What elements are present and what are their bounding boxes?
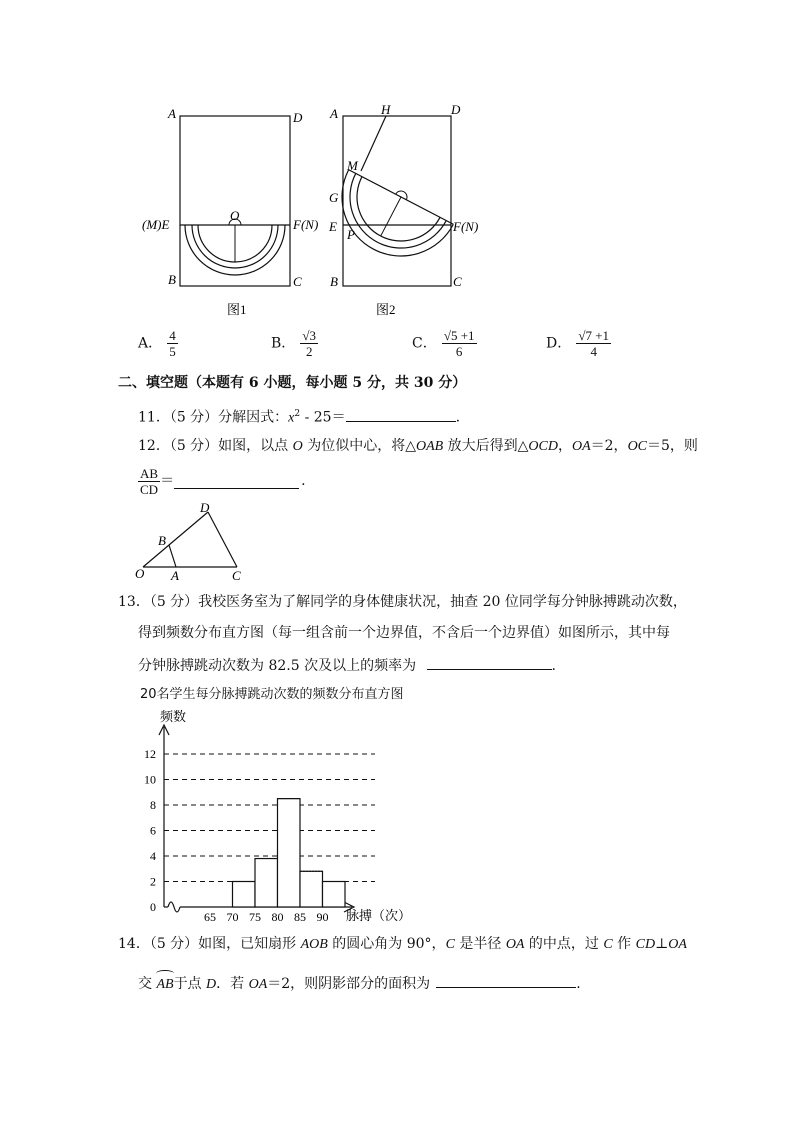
y-tick-label: 4 [150,849,156,863]
fig2-caption: 图2 [376,302,396,317]
option-d[interactable]: D． $\frac{√7 +1}{4}$ [546,328,610,359]
question-11: 11．（5 分）分解因式：$x^2 - 25=$ . [138,405,460,428]
y-tick-label: 12 [144,747,156,761]
y-tick-label: 0 [150,900,156,914]
x-tick-label: 65 [204,910,216,924]
option-a[interactable]: A． $\frac{4}{5}$ [138,328,176,359]
histogram-bar [278,799,301,907]
fig2-label-B: B [330,274,338,289]
y-tick-label: 2 [150,874,156,889]
figure-2 [325,100,490,325]
fig2-label-G: G [329,190,339,205]
y-tick-label: 6 [150,823,156,838]
chart-xlabel: 脉搏（次） [346,908,412,923]
x-tick-label: 85 [294,910,306,924]
fig1-label-E: (M)E [142,217,170,232]
fig1-label-C: C [293,274,302,289]
histogram-bar [233,882,256,908]
q13-line-3: 分钟脉搏跳动次数为 82.5 次及以上的频率为 . [138,655,556,675]
option-a-fraction: $\frac{4}{5}$ [169,328,176,359]
q14-line-2: 交 AB于点 D．若 OA＝2，则阴影部分的面积为 . [138,973,581,994]
q13-line-1: 13．（5 分）我校医务室为了解同学的身体健康状况，抽查 20 位同学每分钟脉搏跳动次数， [118,594,687,610]
q13-answer-blank[interactable] [427,655,552,670]
option-c[interactable]: C． $\frac{√5 +1}{6}$ [412,328,475,359]
fig2-label-D: D [451,102,461,117]
q12-label-O: O [135,566,145,581]
x-tick-label: 70 [226,910,239,924]
fig1-caption: 图1 [227,302,247,317]
q12-answer-line: $\frac{AB}{CD}$ ＝ . [140,465,306,497]
histogram-bar [255,859,278,907]
q12-figure [130,500,260,585]
q13-line-2: 得到频数分布直方图（每一组含前一个边界值，不含后一个边界值）如图所示，其中每 [138,625,670,641]
fig2-label-C: C [453,274,462,289]
fig2-label-M: M [347,158,358,173]
fig2-label-H: H [381,102,391,117]
option-c-fraction: $\frac{√5 +1}{6}$ [443,328,475,359]
x-tick-label: 90 [316,910,329,924]
q14-line-1: 14．（5 分）如图，已知扇形 AOB 的圆心角为 90°，C 是半径 OA 的中点，过 C 作 CD⊥OA [118,936,687,952]
fig1-label-F: F(N) [293,217,319,232]
y-tick-label: 8 [150,798,156,812]
fig2-label-A: A [330,106,338,121]
q12-answer-blank[interactable] [174,474,299,489]
option-b[interactable]: B． $\frac{√3}{2}$ [271,328,317,359]
q12-fraction: $\frac{AB}{CD}$ [140,465,159,497]
q12-label-B: B [158,533,166,548]
chart-ylabel: 频数 [160,709,187,724]
frequency-histogram [120,705,440,930]
fig1-label-O: O [230,208,240,223]
question-12: 12．（5 分）如图，以点 O 为位似中心，将△OAB 放大后得到△OCD，OA＝2，OC＝5，则 [138,438,698,454]
chart-title: 20名学生每分脉搏跳动次数的频数分布直方图 [140,687,404,702]
x-tick-label: 80 [271,910,284,924]
option-b-fraction: $\frac{√3}{2}$ [302,328,317,359]
q12-label-D: D [200,500,210,515]
q12-label-A: A [171,568,179,583]
fig2-label-P: P [347,227,355,242]
q12-label-C: C [232,568,241,583]
fig2-label-E: E [329,219,337,234]
fig2-label-F: F(N) [453,219,479,234]
fig1-label-D: D [293,110,303,125]
histogram-bar [323,882,346,908]
arc-ab: AB [156,976,173,994]
histogram-bar [300,871,323,907]
section-2-title: 二、填空题（本题有 6 小题，每小题 5 分，共 30 分） [118,375,467,391]
q14-answer-blank[interactable] [436,973,576,988]
option-d-fraction: $\frac{√7 +1}{4}$ [578,328,610,359]
q10-options [138,328,638,368]
fig1-label-A: A [168,106,176,121]
q11-answer-blank[interactable] [346,407,456,422]
y-tick-label: 10 [144,772,156,787]
figure-1 [130,100,330,325]
x-tick-label: 75 [249,910,261,924]
fig1-label-B: B [168,272,176,287]
